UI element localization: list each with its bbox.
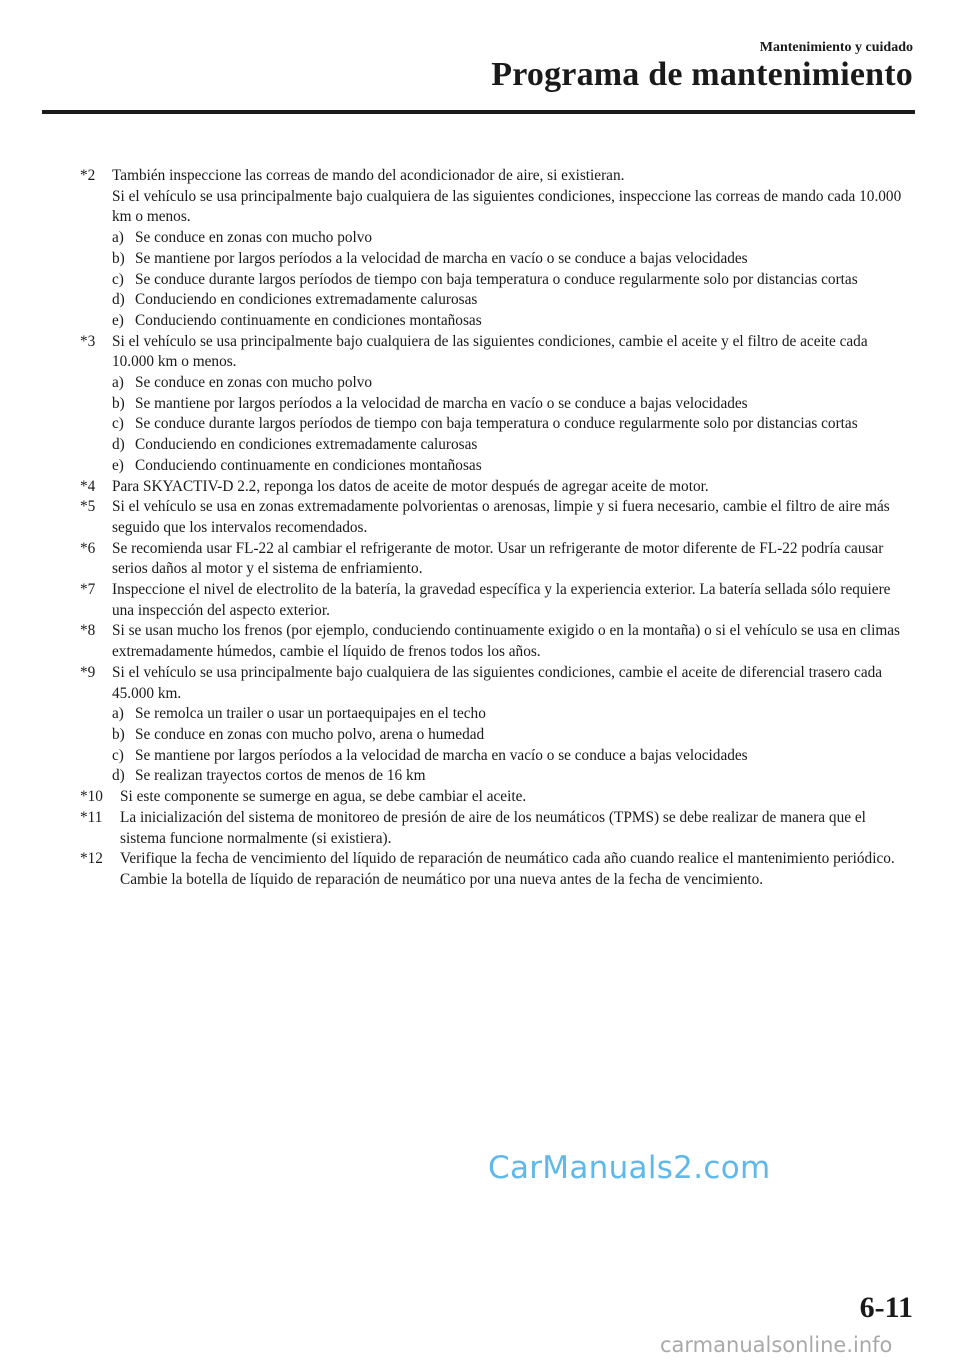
item-letter: c): [112, 746, 124, 764]
note-number: *6: [80, 539, 96, 557]
item-letter: d): [112, 767, 125, 785]
item-letter: c): [112, 270, 124, 288]
item-letter: c): [112, 415, 124, 433]
note-text: La inicialización del sistema de monitoreo de presión de aire de los neumáticos (TPMS) se debe realizar de manera que el sistema funcione normalmente (si existiera).: [120, 808, 866, 847]
item-letter: a): [112, 705, 124, 723]
item-text: Se conduce durante largos períodos de tiempo con baja temperatura o conduce regularmente solo por distancias cortas: [135, 415, 858, 433]
page-header: [0, 0, 960, 120]
note-text: Si el vehículo se usa en zonas extremadamente polvorientas o arenosas, limpie y si fuera necesario, cambie el filtro de aire más seguido que los intervalos recomendados.: [112, 498, 890, 536]
footer-site-link[interactable]: carmanualsonline.info: [660, 1333, 893, 1357]
item-text: Conduciendo en condiciones extremadamente calurosas: [135, 436, 478, 454]
list-item: [112, 373, 910, 394]
note-number: *7: [80, 581, 96, 599]
note-text: Si el vehículo se usa principalmente bajo cualquiera de las siguientes condiciones, inspeccione las correas de mando cada 10.000 km o menos.: [112, 187, 902, 226]
note-4: [80, 477, 910, 498]
list-item: [112, 311, 910, 332]
item-text: Conduciendo en condiciones extremadamente calurosas: [135, 291, 478, 309]
note-text: Si el vehículo se usa principalmente bajo cualquiera de las siguientes condiciones, cambie el aceite de diferencial trasero cada 45.000 km.: [112, 663, 883, 702]
note-7: [80, 580, 910, 621]
list-item: [112, 435, 910, 456]
note-3: [80, 332, 910, 477]
note-number: *2: [80, 167, 96, 184]
item-text: Se mantiene por largos períodos a la velocidad de marcha en vacío o se conduce a bajas velocidades: [135, 394, 748, 412]
item-text: Se realizan trayectos cortos de menos de 16 km: [135, 767, 426, 785]
item-text: Se conduce en zonas con mucho polvo, arena o humedad: [135, 725, 485, 743]
list-item: [112, 290, 910, 311]
note-text: Inspeccione el nivel de electrolito de la batería, la gravedad específica y la experiencia exterior. La batería sellada sólo requiere una inspección del aspecto exterior.: [112, 581, 891, 619]
list-item: [112, 270, 910, 291]
note-number: *12: [80, 850, 103, 868]
notes-list: [80, 166, 910, 891]
note-text: Si se usan mucho los frenos (por ejemplo, conduciendo continuamente exigido o en la montaña) o si el vehículo se usa en climas extremadamente húmedos, cambie el líquido de frenos todos los años.: [112, 622, 901, 661]
note-number: *11: [80, 808, 103, 826]
item-text: Se conduce en zonas con mucho polvo: [135, 374, 373, 392]
page-title: Programa de mantenimiento: [491, 56, 913, 93]
note-9: [80, 663, 910, 787]
list-item: [112, 725, 910, 746]
item-letter: a): [112, 229, 124, 247]
page-number: 6-11: [859, 1291, 913, 1324]
note-12: [80, 849, 910, 890]
item-letter: e): [112, 311, 124, 329]
item-text: Se remolca un trailer o usar un portaequipajes en el techo: [135, 705, 486, 723]
note-text: Para SKYACTIV-D 2.2, reponga los datos de aceite de motor después de agregar aceite de motor.: [112, 477, 709, 495]
note-8: [80, 621, 910, 662]
list-item: [112, 766, 910, 787]
header-rule: [42, 110, 915, 114]
note-text: Verifique la fecha de vencimiento del líquido de reparación de neumático cada año cuando realice el mantenimiento periódico. Cambie la botella de líquido de reparación de neumático por una nueva antes de la fecha de vencimiento.: [120, 850, 895, 888]
list-item: [112, 394, 910, 415]
note-number: *10: [80, 788, 103, 806]
list-item: [112, 249, 910, 270]
note-text: También inspeccione las correas de mando del acondicionador de aire, si existieran.: [112, 167, 625, 184]
list-item: [112, 228, 910, 249]
list-item: [112, 414, 910, 435]
note-10: [80, 787, 910, 808]
note-number: *4: [80, 477, 96, 495]
list-item: [112, 456, 910, 477]
item-text: Se mantiene por largos períodos a la velocidad de marcha en vacío o se conduce a bajas velocidades: [135, 746, 748, 764]
item-letter: d): [112, 436, 125, 454]
note-5: [80, 497, 910, 538]
note-text: Se recomienda usar FL-22 al cambiar el refrigerante de motor. Usar un refrigerante de motor diferente de FL-22 podría causar serios daños al motor y el sistema de enfriamiento.: [112, 539, 884, 578]
item-text: Conduciendo continuamente en condiciones montañosas: [135, 456, 482, 474]
note-11: [80, 808, 910, 849]
item-letter: b): [112, 725, 125, 743]
item-text: Se conduce en zonas con mucho polvo: [135, 229, 373, 247]
list-item: [112, 746, 910, 767]
item-text: Se mantiene por largos períodos a la velocidad de marcha en vacío o se conduce a bajas velocidades: [135, 249, 748, 267]
item-text: Conduciendo continuamente en condiciones montañosas: [135, 311, 482, 329]
item-text: Se conduce durante largos períodos de tiempo con baja temperatura o conduce regularmente solo por distancias cortas: [135, 270, 858, 288]
note-number: *5: [80, 498, 96, 516]
note-number: *3: [80, 332, 96, 350]
note-6: [80, 539, 910, 580]
note-text: Si el vehículo se usa principalmente bajo cualquiera de las siguientes condiciones, cambie el aceite y el filtro de aceite cada 10.000 km o menos.: [112, 332, 868, 371]
item-letter: d): [112, 291, 125, 309]
list-item: [112, 704, 910, 725]
watermark-link[interactable]: CarManuals2.com: [488, 1150, 771, 1186]
item-letter: a): [112, 374, 124, 392]
section-title: Mantenimiento y cuidado: [759, 40, 913, 55]
note-text: Si este componente se sumerge en agua, se debe cambiar el aceite.: [120, 788, 527, 806]
note-2: [80, 166, 910, 332]
note-number: *8: [80, 622, 96, 640]
item-letter: e): [112, 456, 124, 474]
item-letter: b): [112, 249, 125, 267]
item-letter: b): [112, 394, 125, 412]
note-number: *9: [80, 663, 96, 681]
